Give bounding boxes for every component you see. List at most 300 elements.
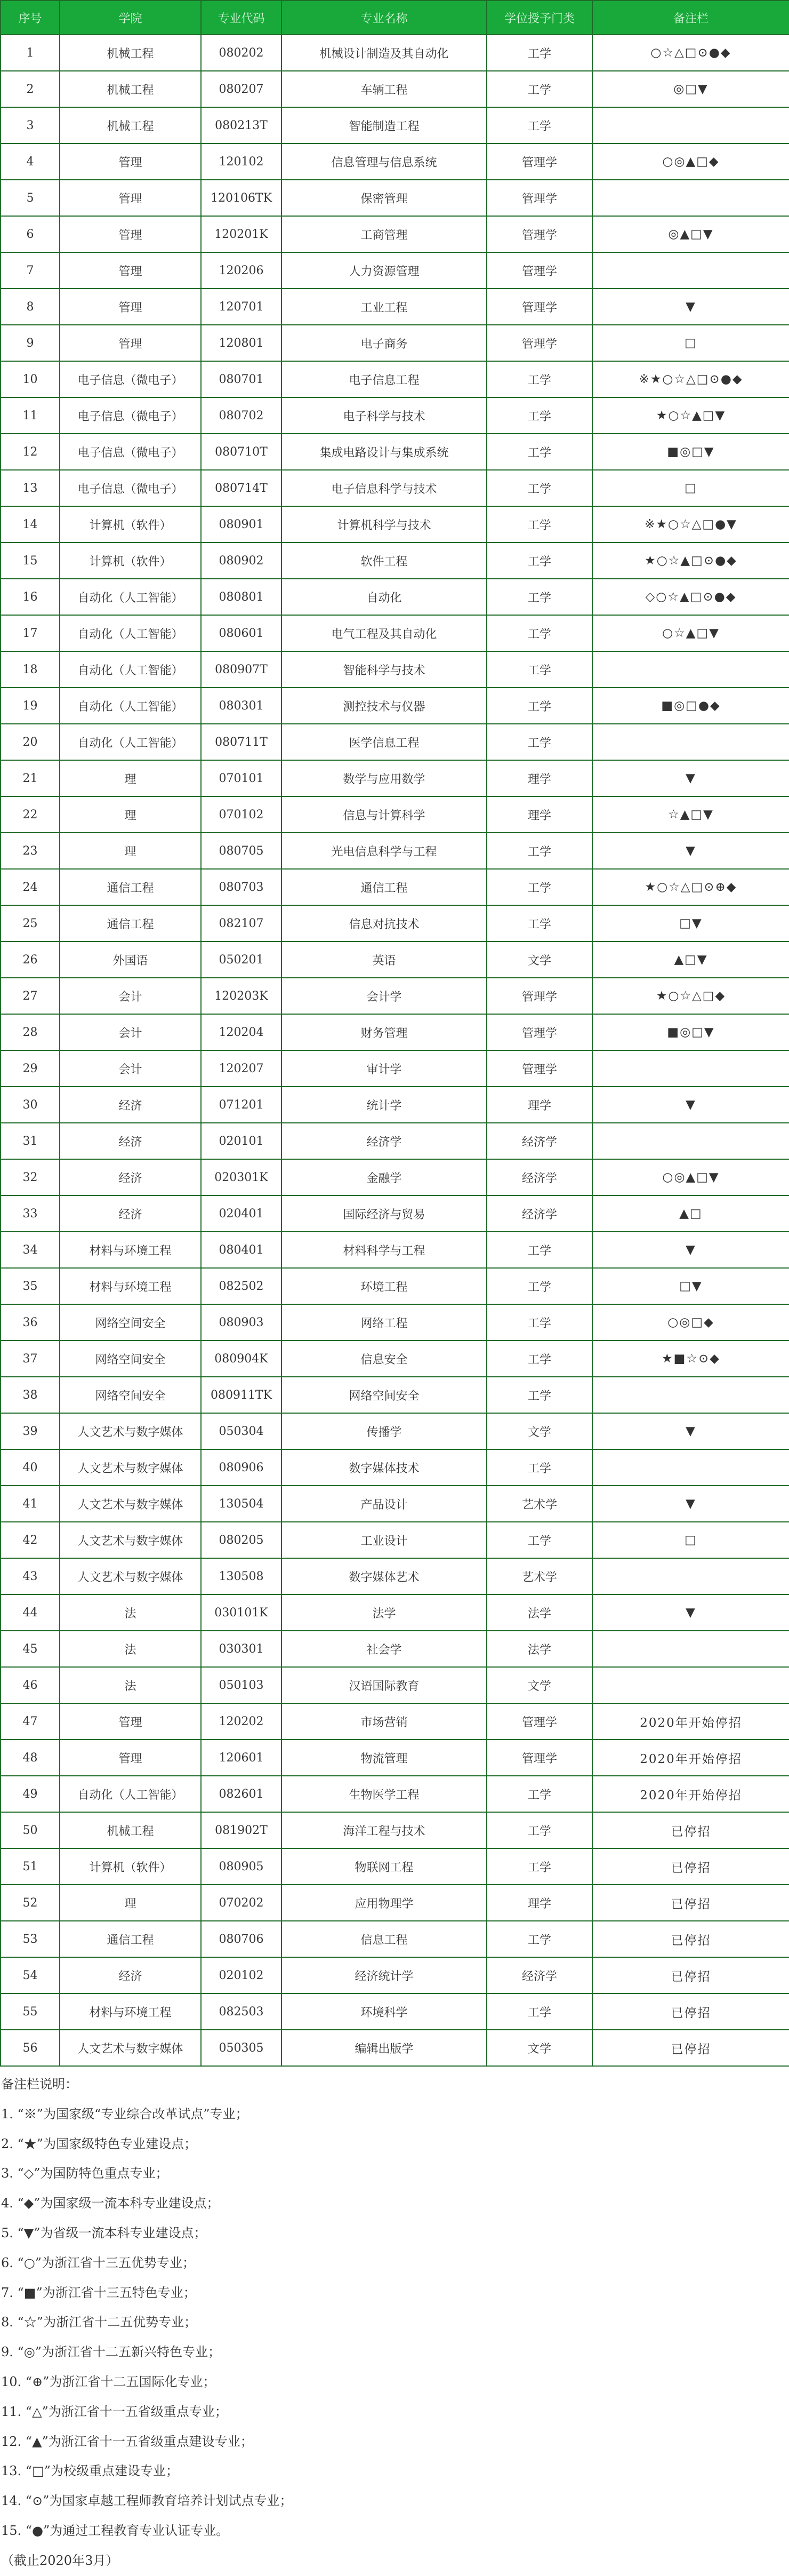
table-row bbox=[1, 1776, 789, 1812]
major-name-cell: 物流管理 bbox=[281, 1740, 487, 1776]
row-index-cell: 47 bbox=[1, 1703, 60, 1740]
college-cell: 人文艺术与数字媒体 bbox=[60, 1522, 201, 1558]
remarks-cell: ■◎□●◆ bbox=[592, 688, 789, 724]
major-code-cell: 120106TK bbox=[201, 180, 281, 216]
table-row bbox=[1, 252, 789, 289]
remarks-cell: 2020年开始停招 bbox=[592, 1703, 789, 1740]
college-cell: 自动化（人工智能） bbox=[60, 688, 201, 724]
remarks-cell: ◎□▼ bbox=[592, 71, 789, 107]
legend-item: 10. “⊕”为浙江省十二五国际化专业； bbox=[1, 2374, 216, 2389]
college-cell: 管理 bbox=[60, 252, 201, 289]
college-cell: 外国语 bbox=[60, 942, 201, 978]
college-cell: 管理 bbox=[60, 180, 201, 216]
remarks-cell: 2020年开始停招 bbox=[592, 1776, 789, 1812]
row-index-cell: 24 bbox=[1, 869, 60, 905]
remarks-cell: ★○☆△□⊙⊕◆ bbox=[592, 869, 789, 905]
legend-item: 4. “◆”为国家级一流本科专业建设点； bbox=[1, 2196, 220, 2211]
remarks-cell: 已停招 bbox=[592, 1848, 789, 1885]
table-row bbox=[1, 1740, 789, 1776]
college-cell: 管理 bbox=[60, 325, 201, 361]
major-name-cell: 机械设计制造及其自动化 bbox=[281, 35, 487, 71]
major-name-cell: 智能科学与技术 bbox=[281, 651, 487, 688]
college-cell: 计算机（软件） bbox=[60, 506, 201, 543]
major-name-cell: 应用物理学 bbox=[281, 1885, 487, 1921]
college-cell: 材料与环境工程 bbox=[60, 1232, 201, 1268]
table-header-row bbox=[1, 1, 789, 35]
row-index-cell: 18 bbox=[1, 651, 60, 688]
remarks-cell: ★○☆△□◆ bbox=[592, 978, 789, 1014]
degree-category-cell: 理学 bbox=[487, 1087, 592, 1123]
table-row bbox=[1, 1594, 789, 1631]
major-code-cell: 082107 bbox=[201, 905, 281, 942]
row-index-cell: 36 bbox=[1, 1304, 60, 1341]
major-name-cell: 数学与应用数学 bbox=[281, 760, 487, 796]
major-name-cell: 智能制造工程 bbox=[281, 107, 487, 143]
legend-item: 13. “□”为校级重点建设专业； bbox=[1, 2463, 179, 2479]
major-name-cell: 保密管理 bbox=[281, 180, 487, 216]
college-cell: 电子信息（微电子） bbox=[60, 397, 201, 434]
table-row bbox=[1, 216, 789, 252]
major-code-cell: 050103 bbox=[201, 1667, 281, 1703]
major-code-cell: 080401 bbox=[201, 1232, 281, 1268]
college-cell: 理 bbox=[60, 833, 201, 869]
remarks-cell: ▼ bbox=[592, 1232, 789, 1268]
degree-category-cell: 管理学 bbox=[487, 1740, 592, 1776]
major-name-cell: 车辆工程 bbox=[281, 71, 487, 107]
major-code-cell: 082601 bbox=[201, 1776, 281, 1812]
row-index-cell: 55 bbox=[1, 1993, 60, 2030]
major-code-cell: 020102 bbox=[201, 1957, 281, 1993]
degree-category-cell: 工学 bbox=[487, 579, 592, 615]
college-cell: 自动化（人工智能） bbox=[60, 724, 201, 760]
table-row bbox=[1, 1232, 789, 1268]
table-row bbox=[1, 869, 789, 905]
remarks-cell bbox=[592, 1050, 789, 1087]
major-code-cell: 080901 bbox=[201, 506, 281, 543]
degree-category-cell: 工学 bbox=[487, 1993, 592, 2030]
remarks-cell: ◇○☆▲□⊙●◆ bbox=[592, 579, 789, 615]
major-code-cell: 030101K bbox=[201, 1594, 281, 1631]
college-cell: 经济 bbox=[60, 1123, 201, 1159]
table-row bbox=[1, 143, 789, 180]
remarks-cell bbox=[592, 1377, 789, 1413]
row-index-cell: 34 bbox=[1, 1232, 60, 1268]
major-code-cell: 120102 bbox=[201, 143, 281, 180]
major-code-cell: 080202 bbox=[201, 35, 281, 71]
legend-title: 备注栏说明： bbox=[1, 2077, 78, 2092]
major-name-cell: 数字媒体技术 bbox=[281, 1449, 487, 1486]
row-index-cell: 56 bbox=[1, 2030, 60, 2066]
legend-item: 11. “△”为浙江省十一五省级重点专业； bbox=[1, 2404, 228, 2419]
major-code-cell: 120202 bbox=[201, 1703, 281, 1740]
row-index-cell: 52 bbox=[1, 1885, 60, 1921]
degree-category-cell: 工学 bbox=[487, 688, 592, 724]
row-index-cell: 53 bbox=[1, 1921, 60, 1957]
major-code-cell: 080903 bbox=[201, 1304, 281, 1341]
remarks-cell bbox=[592, 252, 789, 289]
college-cell: 电子信息（微电子） bbox=[60, 434, 201, 470]
row-index-cell: 10 bbox=[1, 361, 60, 397]
degree-category-cell: 工学 bbox=[487, 434, 592, 470]
row-index-cell: 14 bbox=[1, 506, 60, 543]
college-cell: 网络空间安全 bbox=[60, 1304, 201, 1341]
row-index-cell: 40 bbox=[1, 1449, 60, 1486]
remarks-cell bbox=[592, 180, 789, 216]
remarks-cell bbox=[592, 1667, 789, 1703]
major-name-cell: 电子商务 bbox=[281, 325, 487, 361]
table-row bbox=[1, 71, 789, 107]
college-cell: 通信工程 bbox=[60, 869, 201, 905]
table-row bbox=[1, 1848, 789, 1885]
major-code-cell: 120207 bbox=[201, 1050, 281, 1087]
major-code-cell: 082502 bbox=[201, 1268, 281, 1304]
college-cell: 计算机（软件） bbox=[60, 543, 201, 579]
remarks-cell: ▼ bbox=[592, 1413, 789, 1449]
degree-category-cell: 管理学 bbox=[487, 216, 592, 252]
table-row bbox=[1, 107, 789, 143]
row-index-cell: 25 bbox=[1, 905, 60, 942]
major-code-cell: 120204 bbox=[201, 1014, 281, 1050]
major-name-cell: 会计学 bbox=[281, 978, 487, 1014]
table-row bbox=[1, 35, 789, 71]
row-index-cell: 16 bbox=[1, 579, 60, 615]
row-index-cell: 32 bbox=[1, 1159, 60, 1195]
major-name-cell: 国际经济与贸易 bbox=[281, 1195, 487, 1232]
remarks-cell: □▼ bbox=[592, 905, 789, 942]
major-name-cell: 软件工程 bbox=[281, 543, 487, 579]
degree-category-cell: 工学 bbox=[487, 1377, 592, 1413]
degree-category-cell: 管理学 bbox=[487, 1050, 592, 1087]
major-code-cell: 080702 bbox=[201, 397, 281, 434]
major-code-cell: 070202 bbox=[201, 1885, 281, 1921]
college-cell: 经济 bbox=[60, 1195, 201, 1232]
college-cell: 计算机（软件） bbox=[60, 1848, 201, 1885]
header-cell-remarks: 备注栏 bbox=[592, 1, 789, 35]
row-index-cell: 41 bbox=[1, 1486, 60, 1522]
table-row bbox=[1, 180, 789, 216]
major-name-cell: 人力资源管理 bbox=[281, 252, 487, 289]
legend-items bbox=[0, 2100, 789, 2546]
college-cell: 会计 bbox=[60, 1050, 201, 1087]
degree-category-cell: 工学 bbox=[487, 724, 592, 760]
degree-category-cell: 理学 bbox=[487, 760, 592, 796]
major-name-cell: 统计学 bbox=[281, 1087, 487, 1123]
row-index-cell: 31 bbox=[1, 1123, 60, 1159]
college-cell: 机械工程 bbox=[60, 71, 201, 107]
row-index-cell: 20 bbox=[1, 724, 60, 760]
legend-item: 15. “●”为通过工程教育专业认证专业。 bbox=[1, 2523, 229, 2538]
major-name-cell: 工业工程 bbox=[281, 289, 487, 325]
major-code-cell: 120206 bbox=[201, 252, 281, 289]
major-code-cell: 120203K bbox=[201, 978, 281, 1014]
degree-category-cell: 工学 bbox=[487, 1812, 592, 1848]
table-row bbox=[1, 1631, 789, 1667]
major-code-cell: 020301K bbox=[201, 1159, 281, 1195]
college-cell: 管理 bbox=[60, 289, 201, 325]
legend-item: 8. “☆”为浙江省十二五优势专业； bbox=[1, 2315, 197, 2330]
row-index-cell: 5 bbox=[1, 180, 60, 216]
table-row bbox=[1, 1341, 789, 1377]
major-code-cell: 120701 bbox=[201, 289, 281, 325]
legend-item: 1. “※”为国家级“专业综合改革试点”专业； bbox=[1, 2106, 248, 2122]
major-name-cell: 汉语国际教育 bbox=[281, 1667, 487, 1703]
legend-item: 6. “○”为浙江省十三五优势专业； bbox=[1, 2255, 196, 2270]
remarks-cell: 已停招 bbox=[592, 2030, 789, 2066]
degree-category-cell: 文学 bbox=[487, 2030, 592, 2066]
table-row bbox=[1, 1014, 789, 1050]
table-row bbox=[1, 1558, 789, 1594]
row-index-cell: 35 bbox=[1, 1268, 60, 1304]
major-name-cell: 海洋工程与技术 bbox=[281, 1812, 487, 1848]
college-cell: 经济 bbox=[60, 1957, 201, 1993]
table-row bbox=[1, 1703, 789, 1740]
major-code-cell: 080601 bbox=[201, 615, 281, 651]
degree-category-cell: 管理学 bbox=[487, 1703, 592, 1740]
row-index-cell: 17 bbox=[1, 615, 60, 651]
row-index-cell: 48 bbox=[1, 1740, 60, 1776]
row-index-cell: 13 bbox=[1, 470, 60, 506]
row-index-cell: 28 bbox=[1, 1014, 60, 1050]
major-code-cell: 130504 bbox=[201, 1486, 281, 1522]
row-index-cell: 39 bbox=[1, 1413, 60, 1449]
remarks-cell: ▼ bbox=[592, 833, 789, 869]
major-name-cell: 自动化 bbox=[281, 579, 487, 615]
college-cell: 人文艺术与数字媒体 bbox=[60, 1449, 201, 1486]
table-row bbox=[1, 470, 789, 506]
college-cell: 材料与环境工程 bbox=[60, 1268, 201, 1304]
table-row bbox=[1, 1957, 789, 1993]
major-name-cell: 电子信息工程 bbox=[281, 361, 487, 397]
major-name-cell: 编辑出版学 bbox=[281, 2030, 487, 2066]
row-index-cell: 49 bbox=[1, 1776, 60, 1812]
major-name-cell: 财务管理 bbox=[281, 1014, 487, 1050]
major-code-cell: 030301 bbox=[201, 1631, 281, 1667]
college-cell: 会计 bbox=[60, 1014, 201, 1050]
legend-footer: （截止2020年3月） bbox=[1, 2553, 119, 2568]
row-index-cell: 6 bbox=[1, 216, 60, 252]
degree-category-cell: 工学 bbox=[487, 1522, 592, 1558]
remarks-cell: ○◎▲□▼ bbox=[592, 1159, 789, 1195]
row-index-cell: 50 bbox=[1, 1812, 60, 1848]
table-row bbox=[1, 833, 789, 869]
remarks-cell: ▼ bbox=[592, 1087, 789, 1123]
table-row bbox=[1, 1123, 789, 1159]
college-cell: 法 bbox=[60, 1594, 201, 1631]
row-index-cell: 27 bbox=[1, 978, 60, 1014]
degree-category-cell: 管理学 bbox=[487, 325, 592, 361]
major-code-cell: 080905 bbox=[201, 1848, 281, 1885]
degree-category-cell: 理学 bbox=[487, 1885, 592, 1921]
remarks-cell: ▼ bbox=[592, 289, 789, 325]
remarks-cell: 2020年开始停招 bbox=[592, 1740, 789, 1776]
degree-category-cell: 文学 bbox=[487, 1667, 592, 1703]
major-code-cell: 080902 bbox=[201, 543, 281, 579]
major-name-cell: 英语 bbox=[281, 942, 487, 978]
remarks-cell: 已停招 bbox=[592, 1885, 789, 1921]
major-name-cell: 信息工程 bbox=[281, 1921, 487, 1957]
table-row bbox=[1, 942, 789, 978]
degree-category-cell: 管理学 bbox=[487, 289, 592, 325]
major-code-cell: 080301 bbox=[201, 688, 281, 724]
remarks-cell bbox=[592, 1449, 789, 1486]
row-index-cell: 54 bbox=[1, 1957, 60, 1993]
remarks-cell: ★■☆⊙◆ bbox=[592, 1341, 789, 1377]
college-cell: 理 bbox=[60, 760, 201, 796]
row-index-cell: 38 bbox=[1, 1377, 60, 1413]
row-index-cell: 45 bbox=[1, 1631, 60, 1667]
degree-category-cell: 经济学 bbox=[487, 1123, 592, 1159]
major-name-cell: 计算机科学与技术 bbox=[281, 506, 487, 543]
degree-category-cell: 管理学 bbox=[487, 143, 592, 180]
degree-category-cell: 经济学 bbox=[487, 1957, 592, 1993]
table-row bbox=[1, 397, 789, 434]
major-name-cell: 信息与计算科学 bbox=[281, 796, 487, 833]
major-name-cell: 信息管理与信息系统 bbox=[281, 143, 487, 180]
legend-item: 2. “★”为国家级特色专业建设点； bbox=[1, 2136, 197, 2151]
table-row bbox=[1, 543, 789, 579]
remarks-cell: ※★○☆△□⊙●◆ bbox=[592, 361, 789, 397]
row-index-cell: 23 bbox=[1, 833, 60, 869]
table-row bbox=[1, 651, 789, 688]
remarks-cell: 已停招 bbox=[592, 1993, 789, 2030]
college-cell: 人文艺术与数字媒体 bbox=[60, 1558, 201, 1594]
remarks-cell bbox=[592, 1558, 789, 1594]
degree-category-cell: 工学 bbox=[487, 1268, 592, 1304]
college-cell: 理 bbox=[60, 796, 201, 833]
major-name-cell: 通信工程 bbox=[281, 869, 487, 905]
college-cell: 自动化（人工智能） bbox=[60, 1776, 201, 1812]
remarks-cell: ▼ bbox=[592, 760, 789, 796]
major-code-cell: 080706 bbox=[201, 1921, 281, 1957]
major-code-cell: 080213T bbox=[201, 107, 281, 143]
college-cell: 网络空间安全 bbox=[60, 1341, 201, 1377]
major-code-cell: 080705 bbox=[201, 833, 281, 869]
header-cell-college: 学院 bbox=[60, 1, 201, 35]
table-row bbox=[1, 1268, 789, 1304]
major-name-cell: 物联网工程 bbox=[281, 1848, 487, 1885]
degree-category-cell: 理学 bbox=[487, 796, 592, 833]
major-name-cell: 材料科学与工程 bbox=[281, 1232, 487, 1268]
table-row bbox=[1, 1522, 789, 1558]
college-cell: 管理 bbox=[60, 216, 201, 252]
remarks-cell: ○☆△□⊙●◆ bbox=[592, 35, 789, 71]
table-row bbox=[1, 1993, 789, 2030]
legend-item: 9. “◎”为浙江省十二五新兴特色专业； bbox=[1, 2344, 221, 2360]
degree-category-cell: 工学 bbox=[487, 833, 592, 869]
table-body bbox=[1, 35, 789, 2066]
major-name-cell: 市场营销 bbox=[281, 1703, 487, 1740]
remarks-cell: ◎▲□▼ bbox=[592, 216, 789, 252]
degree-category-cell: 管理学 bbox=[487, 1014, 592, 1050]
degree-category-cell: 工学 bbox=[487, 1449, 592, 1486]
row-index-cell: 12 bbox=[1, 434, 60, 470]
major-code-cell: 082503 bbox=[201, 1993, 281, 2030]
degree-category-cell: 经济学 bbox=[487, 1159, 592, 1195]
major-code-cell: 020401 bbox=[201, 1195, 281, 1232]
table-row bbox=[1, 506, 789, 543]
major-code-cell: 070101 bbox=[201, 760, 281, 796]
remarks-cell bbox=[592, 1631, 789, 1667]
major-code-cell: 080801 bbox=[201, 579, 281, 615]
college-cell: 人文艺术与数字媒体 bbox=[60, 1413, 201, 1449]
table-row bbox=[1, 905, 789, 942]
remarks-cell bbox=[592, 1123, 789, 1159]
major-code-cell: 120801 bbox=[201, 325, 281, 361]
row-index-cell: 7 bbox=[1, 252, 60, 289]
row-index-cell: 26 bbox=[1, 942, 60, 978]
degree-category-cell: 工学 bbox=[487, 869, 592, 905]
table-row bbox=[1, 1921, 789, 1957]
major-name-cell: 法学 bbox=[281, 1594, 487, 1631]
row-index-cell: 15 bbox=[1, 543, 60, 579]
major-name-cell: 社会学 bbox=[281, 1631, 487, 1667]
row-index-cell: 30 bbox=[1, 1087, 60, 1123]
degree-category-cell: 管理学 bbox=[487, 252, 592, 289]
table-row bbox=[1, 325, 789, 361]
college-cell: 经济 bbox=[60, 1087, 201, 1123]
major-name-cell: 数字媒体艺术 bbox=[281, 1558, 487, 1594]
major-code-cell: 050304 bbox=[201, 1413, 281, 1449]
major-name-cell: 审计学 bbox=[281, 1050, 487, 1087]
major-code-cell: 081902T bbox=[201, 1812, 281, 1848]
college-cell: 法 bbox=[60, 1631, 201, 1667]
table-row bbox=[1, 1413, 789, 1449]
college-cell: 机械工程 bbox=[60, 1812, 201, 1848]
degree-category-cell: 工学 bbox=[487, 506, 592, 543]
major-code-cell: 080906 bbox=[201, 1449, 281, 1486]
degree-category-cell: 管理学 bbox=[487, 978, 592, 1014]
row-index-cell: 9 bbox=[1, 325, 60, 361]
table-row bbox=[1, 1195, 789, 1232]
remarks-cell: ■◎□▼ bbox=[592, 434, 789, 470]
remarks-cell: ※★○☆△□●▼ bbox=[592, 506, 789, 543]
degree-category-cell: 管理学 bbox=[487, 180, 592, 216]
remarks-cell: 已停招 bbox=[592, 1812, 789, 1848]
college-cell: 网络空间安全 bbox=[60, 1377, 201, 1413]
table-row bbox=[1, 1667, 789, 1703]
row-index-cell: 51 bbox=[1, 1848, 60, 1885]
college-cell: 管理 bbox=[60, 1703, 201, 1740]
major-name-cell: 工业设计 bbox=[281, 1522, 487, 1558]
row-index-cell: 3 bbox=[1, 107, 60, 143]
table-row bbox=[1, 615, 789, 651]
table-row bbox=[1, 1304, 789, 1341]
table-row bbox=[1, 579, 789, 615]
table-row bbox=[1, 2030, 789, 2066]
header-cell-major-code: 专业代码 bbox=[201, 1, 281, 35]
table-row bbox=[1, 978, 789, 1014]
table-row bbox=[1, 688, 789, 724]
major-code-cell: 080207 bbox=[201, 71, 281, 107]
degree-category-cell: 工学 bbox=[487, 905, 592, 942]
degree-category-cell: 工学 bbox=[487, 1341, 592, 1377]
major-code-cell: 050201 bbox=[201, 942, 281, 978]
remarks-legend bbox=[0, 2070, 789, 2576]
legend-item: 5. “▼”为省级一流本科专业建设点； bbox=[1, 2225, 207, 2240]
degree-category-cell: 工学 bbox=[487, 543, 592, 579]
row-index-cell: 21 bbox=[1, 760, 60, 796]
row-index-cell: 19 bbox=[1, 688, 60, 724]
remarks-cell: ○☆▲□▼ bbox=[592, 615, 789, 651]
row-index-cell: 22 bbox=[1, 796, 60, 833]
row-index-cell: 37 bbox=[1, 1341, 60, 1377]
major-name-cell: 医学信息工程 bbox=[281, 724, 487, 760]
header-cell-degree-category: 学位授予门类 bbox=[487, 1, 592, 35]
major-name-cell: 传播学 bbox=[281, 1413, 487, 1449]
legend-item: 7. “■”为浙江省十三五特色专业； bbox=[1, 2285, 196, 2300]
college-cell: 材料与环境工程 bbox=[60, 1993, 201, 2030]
degree-category-cell: 艺术学 bbox=[487, 1486, 592, 1522]
